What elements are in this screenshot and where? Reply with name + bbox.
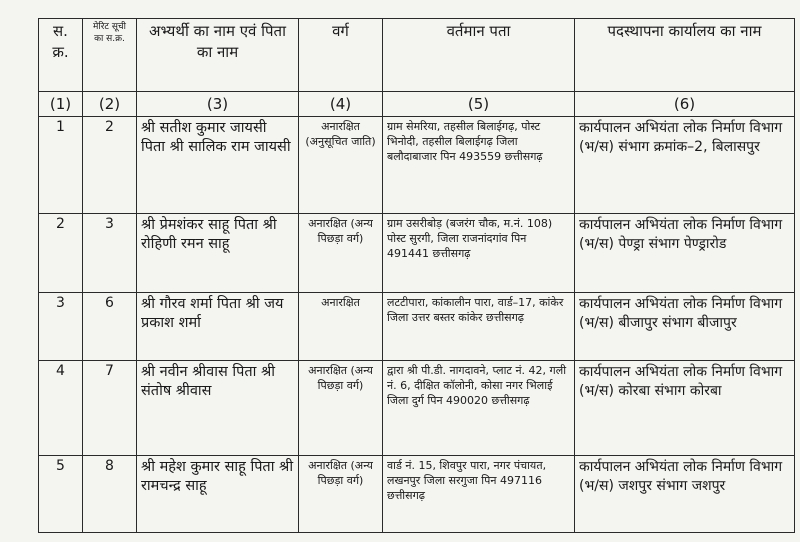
posting-office: कार्यपालन अभियंता लोक निर्माण विभाग (भ/स) जशपुर संभाग जशपुर xyxy=(575,456,795,533)
merit-number: 7 xyxy=(83,361,137,456)
merit-number: 8 xyxy=(83,456,137,533)
header-address: वर्तमान पता xyxy=(383,19,575,92)
category: अनारक्षित xyxy=(299,293,383,361)
address: ग्राम सेमरिया, तहसील बिलाईगढ़, पोस्ट भिनोदी, तहसील बिलाईगढ़ जिला बलौदाबाजार पिन 493559 छत्तीसगढ़ xyxy=(383,117,575,214)
appointment-table xyxy=(38,18,795,533)
posting-office: कार्यपालन अभियंता लोक निर्माण विभाग (भ/स) पेण्ड्रा संभाग पेण्ड्रारोड xyxy=(575,214,795,293)
candidate-name: श्री महेश कुमार साहू पिता श्री रामचन्द्र साहू xyxy=(137,456,299,533)
column-number-row xyxy=(39,92,795,117)
header-row xyxy=(39,19,795,92)
category: अनारक्षित (अन्य पिछड़ा वर्ग) xyxy=(299,456,383,533)
category: अनारक्षित (अन्य पिछड़ा वर्ग) xyxy=(299,214,383,293)
serial-number: 5 xyxy=(39,456,83,533)
category: अनारक्षित (अनुसूचित जाति) xyxy=(299,117,383,214)
address: लटटीपारा, कांकालीन पारा, वार्ड–17, कांकेर जिला उत्तर बस्तर कांकेर छत्तीसगढ़ xyxy=(383,293,575,361)
address: ग्राम उसरीबोड़ (बजरंग चौक, म.नं. 108) पोस्ट सुरगी, जिला राजनांदगांव पिन 491441 छत्तीसगढ़ xyxy=(383,214,575,293)
header-name: अभ्यर्थी का नाम एवं पिता का नाम xyxy=(137,19,299,92)
candidate-name: श्री प्रेमशंकर साहू पिता श्री रोहिणी रमन साहू xyxy=(137,214,299,293)
category: अनारक्षित (अन्य पिछड़ा वर्ग) xyxy=(299,361,383,456)
header-merit: मेरिट सूची का स.क्र. xyxy=(83,19,137,92)
merit-number: 3 xyxy=(83,214,137,293)
header-category: वर्ग xyxy=(299,19,383,92)
header-sno: स. क्र. xyxy=(39,19,83,92)
column-number: (5) xyxy=(383,92,575,117)
table-row xyxy=(39,117,795,214)
table-row xyxy=(39,293,795,361)
column-number: (6) xyxy=(575,92,795,117)
table-row xyxy=(39,456,795,533)
serial-number: 1 xyxy=(39,117,83,214)
merit-number: 2 xyxy=(83,117,137,214)
merit-number: 6 xyxy=(83,293,137,361)
posting-office: कार्यपालन अभियंता लोक निर्माण विभाग (भ/स) कोरबा संभाग कोरबा xyxy=(575,361,795,456)
column-number: (2) xyxy=(83,92,137,117)
serial-number: 3 xyxy=(39,293,83,361)
address: द्वारा श्री पी.डी. नागदावने, प्लाट नं. 42, गली नं. 6, दीक्षित कॉलोनी, कोसा नगर भिलाई जिला दुर्ग पिन 490020 छत्तीसगढ़ xyxy=(383,361,575,456)
column-number: (1) xyxy=(39,92,83,117)
address: वार्ड नं. 15, शिवपुर पारा, नगर पंचायत, लखनपुर जिला सरगुजा पिन 497116 छत्तीसगढ़ xyxy=(383,456,575,533)
candidate-name: श्री सतीश कुमार जायसी पिता श्री सालिक राम जायसी xyxy=(137,117,299,214)
table-row xyxy=(39,214,795,293)
posting-office: कार्यपालन अभियंता लोक निर्माण विभाग (भ/स) बीजापुर संभाग बीजापुर xyxy=(575,293,795,361)
candidate-name: श्री गौरव शर्मा पिता श्री जय प्रकाश शर्मा xyxy=(137,293,299,361)
serial-number: 4 xyxy=(39,361,83,456)
candidate-name: श्री नवीन श्रीवास पिता श्री संतोष श्रीवास xyxy=(137,361,299,456)
header-office: पदस्थापना कार्यालय का नाम xyxy=(575,19,795,92)
serial-number: 2 xyxy=(39,214,83,293)
posting-office: कार्यपालन अभियंता लोक निर्माण विभाग (भ/स) संभाग क्रमांक–2, बिलासपुर xyxy=(575,117,795,214)
column-number: (4) xyxy=(299,92,383,117)
column-number: (3) xyxy=(137,92,299,117)
table-row xyxy=(39,361,795,456)
